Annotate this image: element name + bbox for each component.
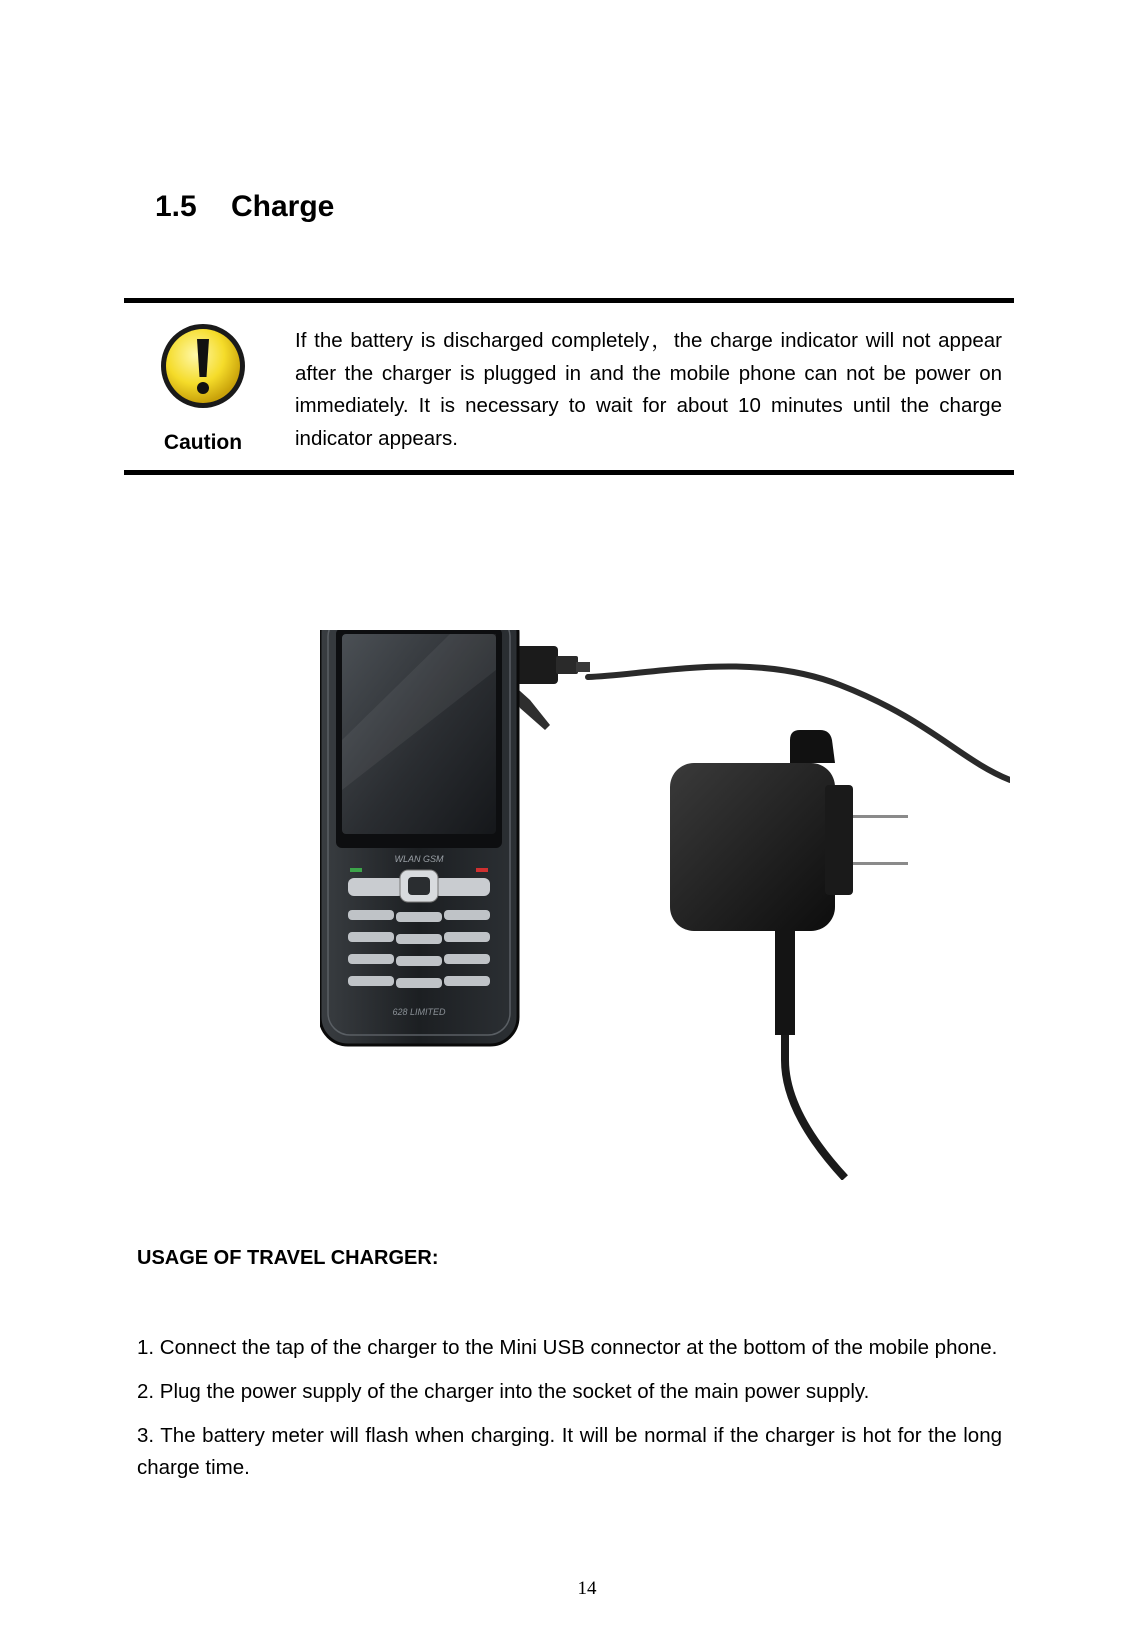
mini-usb-plug <box>508 646 590 730</box>
phone-model-text: 628 LIMITED <box>392 1007 446 1017</box>
warning-exclamation-icon <box>158 321 248 411</box>
caution-top-rule <box>124 298 1014 303</box>
caution-text: If the battery is discharged completely，the charge indicator will not appear after the charger is plugged in and the mobile phone can not be power on immediately. It is necessary to wait for about 10 minutes until the charge indicator appears. <box>295 329 1002 450</box>
section-number: 1.5 <box>155 190 197 223</box>
usage-steps <box>137 1332 1002 1496</box>
section-heading <box>155 190 334 224</box>
phone-charger-illustration <box>320 630 1010 1180</box>
page-number: 14 <box>577 1578 597 1599</box>
caution-bottom-rule <box>124 470 1014 475</box>
usage-step-1: 1. Connect the tap of the charger to the Mini USB connector at the bottom of the mobile phone. <box>137 1336 998 1359</box>
usage-step-3: 3. The battery meter will flash when charging. It will be normal if the charger is hot for the long charge time. <box>137 1424 1002 1479</box>
usage-title: USAGE OF TRAVEL CHARGER: <box>137 1247 439 1269</box>
section-title: Charge <box>231 190 335 223</box>
adapter-cable <box>785 1035 845 1178</box>
mobile-phone <box>320 630 518 1045</box>
caution-label: Caution <box>163 431 243 454</box>
phone-brand-text: WLAN GSM <box>394 854 444 864</box>
usage-step-2: 2. Plug the power supply of the charger into the socket of the main power supply. <box>137 1380 870 1403</box>
wall-adapter <box>670 730 908 1035</box>
